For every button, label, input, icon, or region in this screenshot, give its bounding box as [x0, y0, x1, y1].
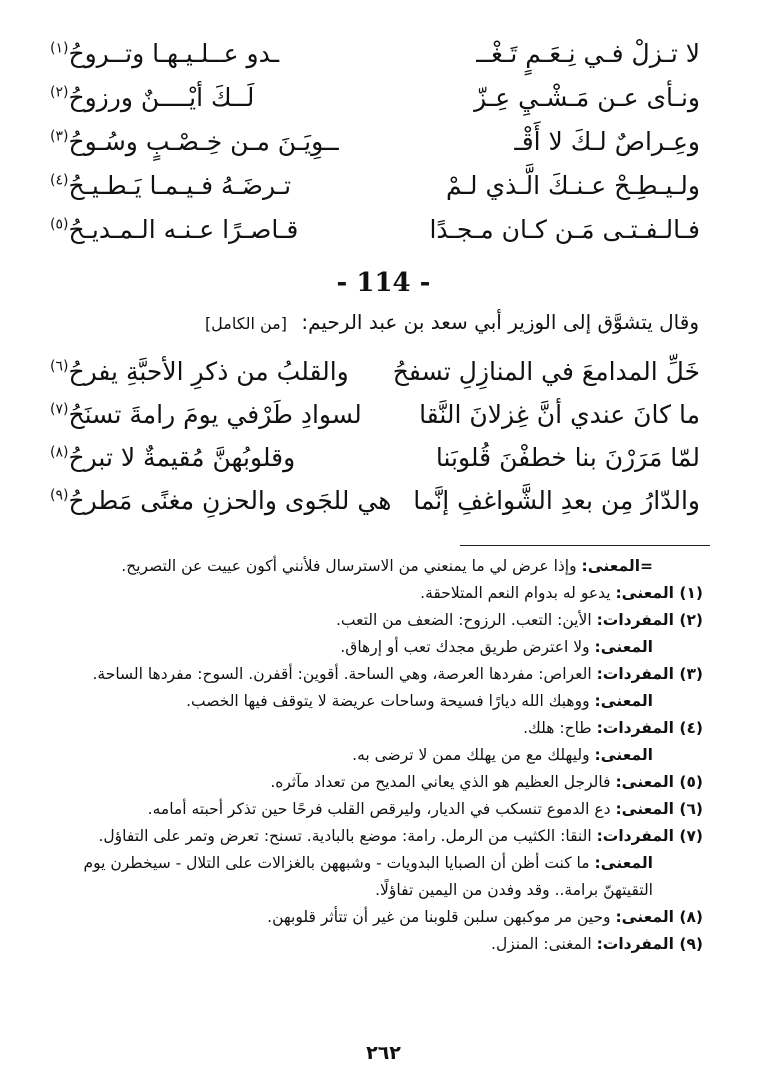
footnote: (٢) المفردات: الأين: التعب. الرزوح: الضعف من التعب.	[335, 611, 703, 629]
verse-9	[50, 479, 700, 523]
footnote-marker: (٤)	[50, 172, 69, 189]
verse-3	[50, 120, 700, 164]
intro-text: وقال يتشوَّق إلى الوزير أبي سعد بن عبد الرحيم:	[301, 310, 699, 334]
footnote: (٨) المعنى: وحين مر موكبهن سلبن قلوبنا من غير أن تتأثر قلوبهن.	[267, 908, 703, 926]
footnote-marker: (٣)	[50, 128, 69, 145]
verse-hemistich-first: لمّا مَرَرْنَ بنا خطفْنَ قُلوبَنا	[435, 443, 700, 472]
verse-5	[50, 208, 700, 252]
verse-hemistich-second: ـدو عــلـيـهـا وتــروحُ$^{(١)}$	[50, 39, 280, 68]
footnote: (٤) المفردات: طاح: هلك.	[523, 719, 703, 737]
meter-label: [من الكامل]	[204, 314, 287, 333]
verse-8	[50, 436, 700, 480]
verse-hemistich-first: وعِـراصٌ لـكَ لا أَقْـ	[514, 127, 700, 156]
footnote: المعنى: ما كنت أظن أن الصبايا البدويات - وشبههن بالغزالات على التلال - سيخطرن يوم التقيتهنّ برامة.. وقد وفدن من اليمين تفاؤلًا.	[83, 854, 653, 899]
footnotes	[68, 553, 703, 958]
footnote: (٣) المفردات: العراص: مفردها العرصة، وهي الساحة. أقوين: أقفرن. السوح: مفردها الساحة.	[92, 665, 703, 683]
verse-hemistich-first: ونـأى عـن مَـشْـيِ عِـزّ	[474, 83, 700, 112]
verse-hemistich-second: هي للجَوى والحزنِ مغنًى مَطرحُ$^{(٩)}$	[50, 486, 392, 515]
verse-hemistich-first: والدّارُ مِن بعدِ الشَّواغفِ إنَّما	[413, 486, 700, 515]
verse-2	[50, 76, 700, 120]
verse-hemistich-second: قـاصـرًا عـنـه الـمـديـحُ$^{(٥)}$	[50, 215, 299, 244]
footnote-marker: (١)	[50, 40, 69, 57]
footnote: المعنى: ووهبك الله ديارًا فسيحة وساحات عريضة لا يتوقف فيها الخصب.	[186, 692, 653, 710]
verse-hemistich-second: لَــكَ أيْــــنٌ ورزوحُ$^{(٢)}$	[50, 83, 255, 112]
footnote: المعنى: ولا اعترض طريق مجدك تعب أو إرهاق.	[340, 638, 653, 656]
verse-6	[50, 350, 700, 394]
footnote-marker: (٦)	[50, 358, 69, 375]
footnote-divider	[460, 545, 710, 546]
verse-hemistich-second: لسوادِ طَرْفي يومَ رامةَ تسنَحُ$^{(٧)}$	[50, 400, 362, 429]
footnote: (٧) المفردات: النقا: الكثيب من الرمل. رامة: موضع بالبادية. تسنح: تعرض وتمر على التفاؤل.	[98, 827, 703, 845]
footnote: (٦) المعنى: دع الدموع تنسكب في الديار، وليرقص القلب فرحًا حين تذكر أحبته أمامه.	[147, 800, 703, 818]
footnote: (١) المعنى: يدعو له بدوام النعم المتلاحقة.	[420, 584, 703, 602]
verse-hemistich-first: خَلِّ المدامعَ في المنازِلِ تسفحُ	[392, 357, 700, 386]
verse-hemistich-second: والقلبُ من ذكرِ الأحبَّةِ يفرحُ$^{(٦)}$	[50, 357, 349, 386]
poem-intro	[59, 310, 699, 334]
page-number: ٢٦٢	[366, 1042, 401, 1064]
verse-1	[50, 32, 700, 76]
footnote: (٥) المعنى: فالرجل العظيم هو الذي يعاني المديح من تعداد مآثره.	[270, 773, 703, 791]
footnote: =المعنى: وإذا عرض لي ما يمنعني من الاسترسال فلأنني أكون عييت عن التصريح.	[121, 557, 653, 575]
verse-hemistich-first: لا تـزلْ فـي نِـعَـمٍ تَـغْــ	[476, 39, 700, 68]
verse-hemistich-first: فـالـفـتـى مَـن كـان مـجـدًا	[429, 215, 700, 244]
footnote-marker: (٢)	[50, 84, 69, 101]
footnote: (٩) المفردات: المغنى: المنزل.	[491, 935, 703, 953]
verse-hemistich-first: ولـيـطِـحْ عـنـكَ الَّـذي لـمْ	[445, 171, 700, 200]
footnote-marker: (٧)	[50, 401, 69, 418]
footnote-marker: (٥)	[50, 216, 69, 233]
verse-hemistich-second: تـرضَـهُ فـيـمـا يَـطـيـحُ$^{(٤)}$	[50, 171, 292, 200]
verse-hemistich-first: ما كانَ عندي أنَّ غِزلانَ النَّقا	[419, 400, 700, 429]
footnote: المعنى: وليهلك مع من يهلك ممن لا ترضى به.	[352, 746, 653, 764]
verse-7	[50, 393, 700, 437]
footnote-marker: (٩)	[50, 487, 69, 504]
verse-hemistich-second: وقلوبُهنَّ مُقيمةٌ لا تبرحُ$^{(٨)}$	[50, 443, 296, 472]
verse-hemistich-second: ــوِيَـنَ مـن خِـصْـبٍ وسُـوحُ$^{(٣)}$	[50, 127, 339, 156]
footnote-marker: (٨)	[50, 444, 69, 461]
verse-4	[50, 164, 700, 208]
poem-number: - 114 -	[336, 268, 431, 298]
